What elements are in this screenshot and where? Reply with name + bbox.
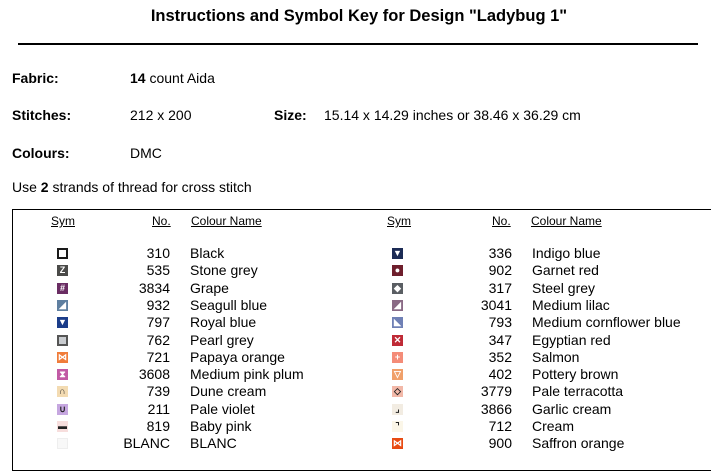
fabric-count: 14 xyxy=(130,70,146,86)
stitches-label: Stitches: xyxy=(12,107,72,123)
table-row xyxy=(0,383,718,400)
corner-triangle-square-icon: ◢ xyxy=(392,300,403,311)
table-row xyxy=(0,262,718,279)
x-square-icon: ✕ xyxy=(393,334,402,345)
strands-pre: Use xyxy=(12,179,41,195)
colour-name: Pale terracotta xyxy=(532,383,624,400)
colour-name: Saffron orange xyxy=(532,435,625,452)
table-row xyxy=(0,332,718,349)
dmc-number: 932 xyxy=(146,296,170,313)
dmc-number: 211 xyxy=(147,400,170,417)
dmc-number: 336 xyxy=(488,245,512,261)
dmc-number: 797 xyxy=(146,314,170,331)
table-row xyxy=(0,297,718,314)
header-sym-left: Sym xyxy=(51,214,75,228)
dmc-number: 3834 xyxy=(138,279,170,296)
dmc-number: 3866 xyxy=(480,400,512,417)
colour-name: Salmon xyxy=(532,348,580,365)
header-name-left: Colour Name xyxy=(191,214,262,228)
dmc-number: 900 xyxy=(488,435,512,452)
dmc-number: 352 xyxy=(488,348,512,365)
angle-square-icon: ⌝ xyxy=(392,421,403,432)
colour-name: Egyptian red xyxy=(532,331,611,348)
colour-name: Indigo blue xyxy=(532,245,601,261)
cup-square-icon: ∪ xyxy=(57,404,68,415)
size-value: 15.14 x 14.29 inches or 38.46 x 36.29 cm xyxy=(324,107,581,123)
colour-name: Royal blue xyxy=(190,314,257,331)
diamond-outline-square-icon: ◇ xyxy=(392,386,403,397)
colour-name: Dune cream xyxy=(190,383,267,400)
table-row xyxy=(0,435,718,452)
table-row xyxy=(0,418,718,435)
dmc-number: 762 xyxy=(146,331,170,348)
table-row xyxy=(0,366,718,383)
hourglass-square-icon: ⧗ xyxy=(57,369,68,380)
dmc-number: 902 xyxy=(488,262,512,279)
colour-name: Seagull blue xyxy=(190,296,268,313)
header-no-right: No. xyxy=(492,214,511,228)
colour-name: Pearl grey xyxy=(190,331,254,348)
colour-name: Steel grey xyxy=(532,279,596,296)
header-name-right: Colour Name xyxy=(531,214,602,228)
header-no-left: No. xyxy=(152,214,171,228)
dmc-number: 3608 xyxy=(138,366,170,383)
colour-name: Garnet red xyxy=(532,262,599,279)
colour-name: Pottery brown xyxy=(532,366,619,383)
table-row xyxy=(0,245,718,262)
table-row xyxy=(0,401,718,418)
dmc-number: 402 xyxy=(488,366,512,383)
colour-name: Papaya orange xyxy=(190,348,285,365)
fabric-value xyxy=(130,70,215,86)
down-triangle-square-icon: ▼ xyxy=(58,317,67,328)
table-row xyxy=(0,280,718,297)
dmc-number: 721 xyxy=(146,348,170,365)
dmc-number: 3041 xyxy=(480,296,512,313)
dmc-number: 819 xyxy=(146,418,170,434)
size-label: Size: xyxy=(274,107,307,123)
colour-name: BLANC xyxy=(190,435,237,452)
strands-instruction xyxy=(12,179,252,195)
colour-name: Medium pink plum xyxy=(190,366,304,383)
header-sym-right: Sym xyxy=(387,214,411,228)
dmc-number: 347 xyxy=(488,331,512,348)
shield-square-icon: ▼ xyxy=(393,248,402,258)
plus-square-icon: + xyxy=(392,352,403,363)
table-row xyxy=(0,314,718,331)
dmc-number: BLANC xyxy=(123,435,170,452)
hash-square-icon: # xyxy=(57,283,68,294)
fabric-label: Fabric: xyxy=(12,70,59,86)
diamond-square-icon: ◆ xyxy=(392,283,403,294)
bowtie-square-icon: ⋈ xyxy=(393,438,402,449)
corner-triangle-square-icon: ◢ xyxy=(57,300,68,311)
corner-triangle-square-icon: ◣ xyxy=(392,317,403,328)
dmc-number: 739 xyxy=(146,383,170,400)
dmc-number: 712 xyxy=(488,418,512,434)
colour-name: Pale violet xyxy=(190,400,255,417)
circle-square-icon: ● xyxy=(392,265,403,276)
colour-name: Black xyxy=(190,245,225,261)
down-triangle-square-icon: ▽ xyxy=(392,369,403,380)
strands-post: strands of thread for cross stitch xyxy=(48,179,252,195)
dmc-number: 535 xyxy=(146,262,170,279)
colour-name: Cream xyxy=(532,418,575,434)
z-square-icon: Z xyxy=(57,265,68,276)
fabric-text: count Aida xyxy=(145,70,215,86)
colour-name: Medium cornflower blue xyxy=(532,314,681,331)
strands-count: 2 xyxy=(40,179,49,195)
dmc-number: 310 xyxy=(146,245,170,261)
dmc-number: 793 xyxy=(488,314,512,331)
colour-name: Garlic cream xyxy=(532,400,612,417)
title-underline xyxy=(18,43,698,45)
colour-name: Grape xyxy=(190,279,229,296)
table-row xyxy=(0,349,718,366)
colours-value: DMC xyxy=(130,145,162,161)
page-title: Instructions and Symbol Key for Design "Ladybug 1" xyxy=(150,7,568,25)
dmc-number: 317 xyxy=(488,279,512,296)
colour-name: Medium lilac xyxy=(532,296,610,313)
bar-square-icon: ▬ xyxy=(58,421,67,431)
colour-name: Baby pink xyxy=(190,418,252,434)
arch-square-icon: ∩ xyxy=(57,386,68,397)
bowtie-square-icon: ⋈ xyxy=(58,351,67,362)
stitches-value: 212 x 200 xyxy=(130,107,192,123)
colours-label: Colours: xyxy=(12,145,70,161)
colour-name: Stone grey xyxy=(190,262,258,279)
dmc-number: 3779 xyxy=(480,383,512,400)
angle-square-icon: ⌟ xyxy=(392,404,403,415)
